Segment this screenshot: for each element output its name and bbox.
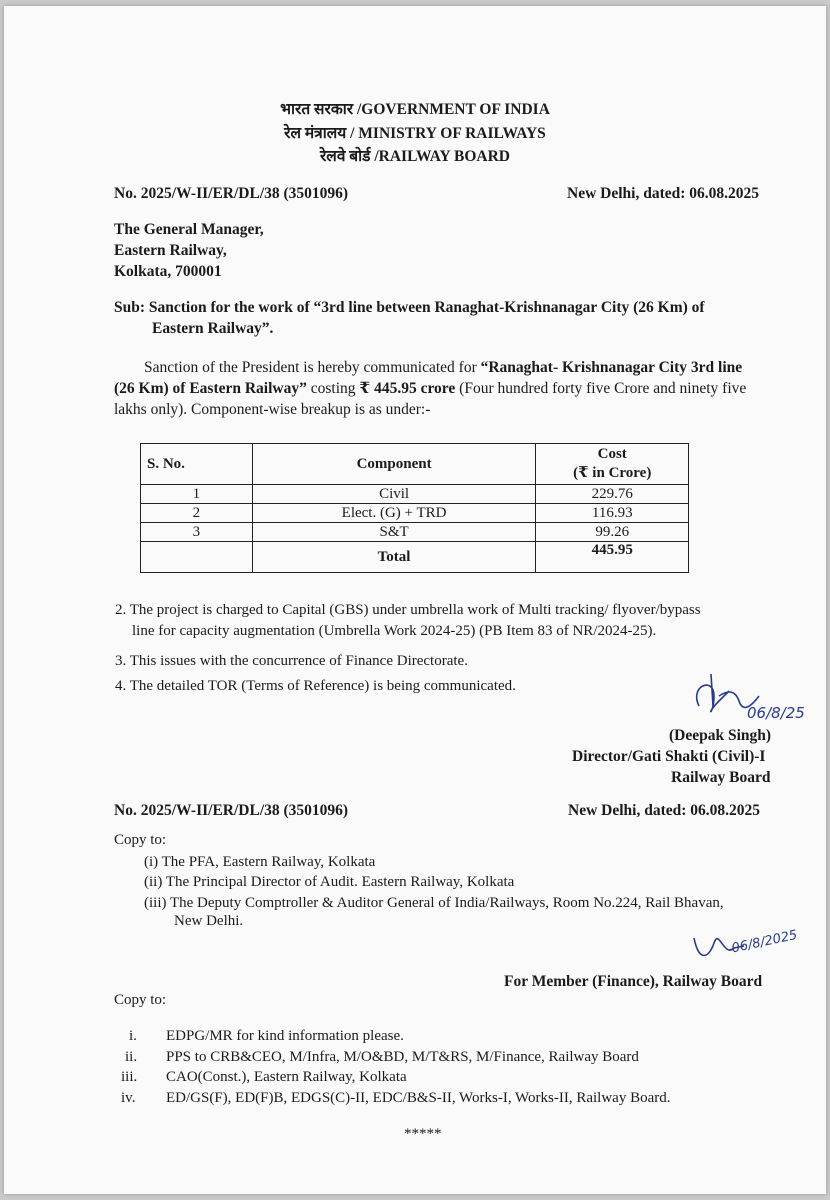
copy2-item-3-text: CAO(Const.), Eastern Railway, Kolkata (166, 1069, 407, 1085)
header-government: भारत सरकार /GOVERNMENT OF INDIA (280, 101, 550, 118)
subject-line-1: Sub: Sanction for the work of “3rd line between Ranaghat-Krishnanagar City (26 Km) of (114, 299, 705, 316)
table-header-row (141, 444, 689, 485)
addressee-line-1: The General Manager, (114, 221, 264, 238)
copy-item-3-cont: New Delhi. (174, 913, 244, 929)
subject-line-2: Eastern Railway”. (152, 320, 274, 337)
total-label: Total (252, 542, 536, 573)
signatory-name: (Deepak Singh) (669, 727, 772, 744)
signatory-office: Railway Board (671, 769, 771, 786)
addressee-line-3: Kolkata, 700001 (114, 263, 222, 280)
copy-item-2: (ii) The Principal Director of Audit. Eastern Railway, Kolkata (144, 874, 515, 890)
copy-to-label-2: Copy to: (114, 992, 167, 1008)
point-2-line-2: line for capacity augmentation (Umbrella Work 2024-25) (PB Item 83 of NR/2024-25). (132, 623, 657, 639)
row-component: Elect. (G) + TRD (252, 504, 536, 523)
copy2-item-4-num: iv. (121, 1090, 136, 1106)
row-cost: 116.93 (536, 504, 689, 523)
copy-reference-date: New Delhi, dated: 06.08.2025 (568, 802, 761, 819)
table-total-row (141, 542, 689, 573)
para-1-line-1: Sanction of the President is hereby communicated for “Ranaghat- Krishnanagar City 3rd line (144, 359, 743, 376)
document-page (4, 6, 826, 1194)
for-member-finance: For Member (Finance), Railway Board (504, 973, 763, 990)
row-component: Civil (252, 485, 536, 504)
reference-number: No. 2025/W-II/ER/DL/38 (3501096) (114, 185, 349, 202)
signature-2-date: 06/8/2025 (730, 927, 799, 957)
copy-to-label: Copy to: (114, 832, 167, 848)
component-cost-table (140, 443, 689, 573)
total-value: 445.95 (536, 542, 689, 573)
row-sno: 2 (141, 504, 253, 523)
para-1-line-3: lakhs only). Component-wise breakup is as under:- (114, 401, 431, 418)
point-2-line-1: 2. The project is charged to Capital (GBS) under umbrella work of Multi tracking/ flyover/bypass (115, 602, 701, 618)
row-cost: 229.76 (536, 485, 689, 504)
point-4: 4. The detailed TOR (Terms of Reference) is being communicated. (115, 678, 516, 694)
copy-reference-number: No. 2025/W-II/ER/DL/38 (3501096) (114, 802, 349, 819)
header-board: रेलवे बोर्ड /RAILWAY BOARD (319, 148, 511, 165)
signatory-designation: Director/Gati Shakti (Civil)-I (572, 748, 766, 765)
reference-date: New Delhi, dated: 06.08.2025 (567, 185, 760, 202)
row-sno: 3 (141, 523, 253, 542)
para-1-line-2: (26 Km) of Eastern Railway” costing ₹ 445.95 crore (Four hundred forty five Crore and ninety five (114, 380, 747, 397)
signature-deepak-singh (659, 666, 829, 726)
copy2-item-2-num: ii. (125, 1049, 138, 1065)
addressee-line-2: Eastern Railway, (114, 242, 227, 259)
copy2-item-4-text: ED/GS(F), ED(F)B, EDGS(C)-II, EDC/B&S-II, Works-I, Works-II, Railway Board. (166, 1090, 671, 1106)
table-row (141, 485, 689, 504)
header-cost: Cost (₹ in Crore) (536, 444, 689, 485)
row-component: S&T (252, 523, 536, 542)
header-component: Component (252, 444, 536, 485)
end-mark: ***** (404, 1126, 442, 1142)
header-sno: S. No. (141, 444, 253, 485)
header-ministry: रेल मंत्रालय / MINISTRY OF RAILWAYS (284, 125, 546, 142)
signature-finance (684, 918, 824, 968)
copy-item-1: (i) The PFA, Eastern Railway, Kolkata (144, 854, 376, 870)
copy2-item-1-text: EDPG/MR for kind information please. (166, 1028, 404, 1044)
row-sno: 1 (141, 485, 253, 504)
point-3: 3. This issues with the concurrence of Finance Directorate. (115, 653, 468, 669)
row-cost: 99.26 (536, 523, 689, 542)
table-row (141, 523, 689, 542)
signature-1-date: 06/8/25 (747, 704, 805, 722)
copy2-item-3-num: iii. (121, 1069, 138, 1085)
copy2-item-1-num: i. (129, 1028, 137, 1044)
copy-item-3: (iii) The Deputy Comptroller & Auditor General of India/Railways, Room No.224, Rail Bhavan, (144, 895, 724, 911)
copy2-item-2-text: PPS to CRB&CEO, M/Infra, M/O&BD, M/T&RS, M/Finance, Railway Board (166, 1049, 639, 1065)
table-row (141, 504, 689, 523)
